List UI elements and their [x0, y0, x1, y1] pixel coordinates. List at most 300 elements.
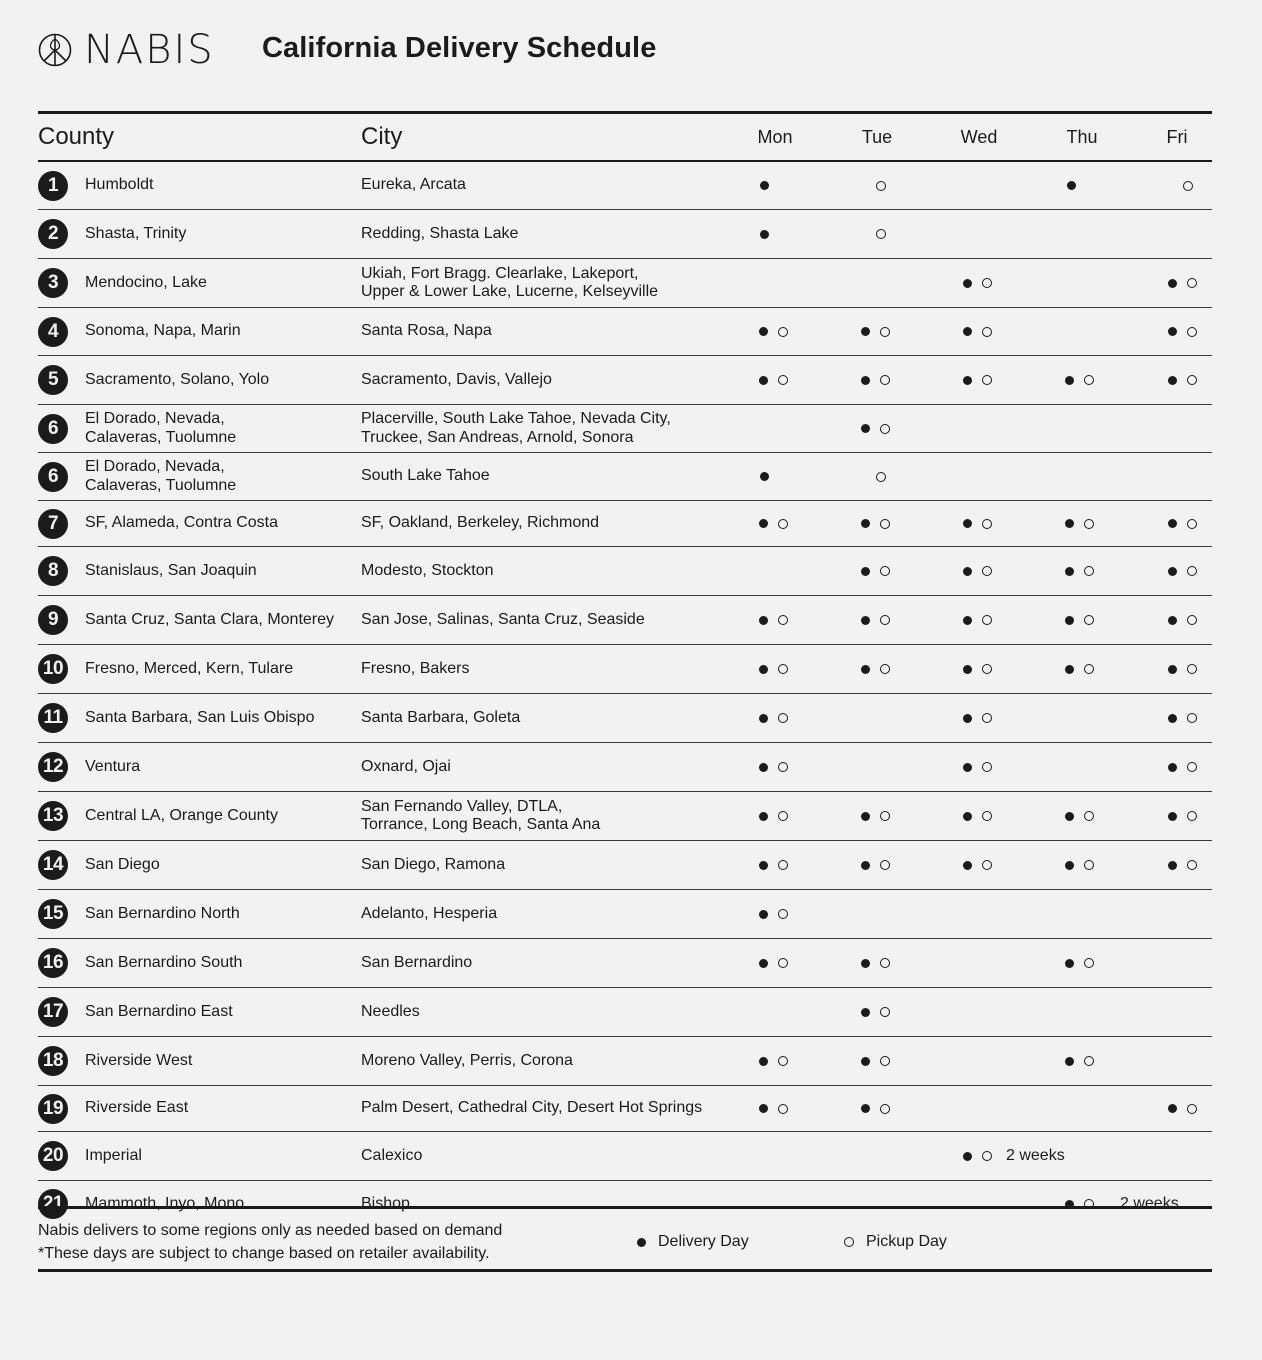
delivery-dot-icon — [861, 376, 870, 385]
delivery-dot-icon — [1065, 616, 1074, 625]
county-line: Santa Cruz, Santa Clara, Monterey — [85, 610, 335, 628]
county-cell — [85, 356, 355, 404]
pickup-dot-icon — [880, 1056, 890, 1066]
delivery-dot-icon — [1168, 616, 1177, 625]
delivery-dot-icon — [963, 812, 972, 821]
schedule-cell-fri — [1168, 274, 1197, 292]
region-number-badge: 12 — [38, 752, 68, 782]
schedule-cell-thu — [1065, 954, 1094, 972]
delivery-dot-icon — [963, 861, 972, 870]
delivery-dot-icon — [760, 181, 769, 190]
schedule-cell-fri — [1168, 856, 1197, 874]
schedule-cell-wed — [963, 371, 992, 389]
city-line: San Diego, Ramona — [361, 855, 506, 873]
pickup-dot-icon — [880, 664, 890, 674]
delivery-dot-icon — [861, 616, 870, 625]
delivery-dot-icon — [759, 1057, 768, 1066]
delivery-dot-icon — [963, 279, 972, 288]
city-cell — [361, 356, 741, 404]
schedule-cell-tue — [861, 807, 890, 825]
schedule-cell-tue — [876, 177, 886, 195]
city-line: Needles — [361, 1002, 420, 1020]
delivery-dot-icon — [963, 327, 972, 336]
pickup-dot-icon — [982, 664, 992, 674]
county-line: Calaveras, Tuolumne — [85, 428, 237, 446]
schedule-cell-mon — [759, 856, 788, 874]
county-line: Imperial — [85, 1146, 142, 1164]
county-cell — [85, 1086, 355, 1131]
city-line: SF, Oakland, Berkeley, Richmond — [361, 514, 600, 532]
pickup-dot-icon — [1084, 615, 1094, 625]
county-line: Mendocino, Lake — [85, 273, 207, 291]
pickup-dot-icon — [1084, 566, 1094, 576]
county-cell — [85, 890, 355, 938]
schedule-cell-tue — [861, 954, 890, 972]
delivery-dot-icon — [759, 812, 768, 821]
schedule-cell-mon — [759, 660, 788, 678]
county-cell — [85, 988, 355, 1036]
city-line: Fresno, Bakers — [361, 659, 470, 677]
delivery-dot-icon — [759, 665, 768, 674]
schedule-cell-mon — [759, 323, 788, 341]
schedule-cell-mon — [759, 515, 788, 533]
city-cell — [361, 1086, 741, 1131]
schedule-cell-thu — [1065, 611, 1094, 629]
schedule-cell-mon — [759, 709, 788, 727]
schedule-cell-wed — [963, 274, 992, 292]
pickup-dot-icon — [982, 278, 992, 288]
city-line: Santa Barbara, Goleta — [361, 708, 521, 726]
delivery-dot-icon — [759, 519, 768, 528]
schedule-cell-fri — [1183, 177, 1193, 195]
delivery-dot-icon — [1168, 376, 1177, 385]
county-cell — [85, 210, 355, 258]
delivery-dot-icon — [760, 472, 769, 481]
delivery-dot-icon — [1065, 665, 1074, 674]
pickup-dot-icon — [880, 811, 890, 821]
schedule-cell-tue — [861, 323, 890, 341]
city-line: Ukiah, Fort Bragg. Clearlake, Lakeport, — [361, 264, 639, 282]
delivery-dot-icon — [1168, 665, 1177, 674]
pickup-dot-icon — [880, 375, 890, 385]
pickup-dot-icon — [880, 424, 890, 434]
legend-pickup — [844, 1233, 947, 1251]
delivery-dot-icon — [1168, 1104, 1177, 1113]
schedule-cell-tue — [861, 562, 890, 580]
schedule-cell-mon — [759, 905, 788, 923]
delivery-dot-icon — [861, 567, 870, 576]
pickup-dot-icon — [778, 664, 788, 674]
schedule-cell-mon — [759, 1100, 788, 1118]
county-cell — [85, 405, 355, 452]
delivery-dot-icon — [861, 861, 870, 870]
city-line: San Jose, Salinas, Santa Cruz, Seaside — [361, 610, 645, 628]
pickup-dot-icon — [778, 958, 788, 968]
pickup-dot-icon — [778, 713, 788, 723]
pickup-dot-icon — [778, 909, 788, 919]
schedule-cell-wed — [963, 709, 992, 727]
table-row — [38, 939, 1212, 988]
county-line: Stanislaus, San Joaquin — [85, 561, 257, 579]
pickup-dot-icon — [778, 375, 788, 385]
delivery-dot-icon — [1168, 519, 1177, 528]
schedule-cell-fri — [1168, 371, 1197, 389]
pickup-dot-icon — [1084, 811, 1094, 821]
demand-note: Nabis delivers to some regions only as needed based on demand — [38, 1222, 503, 1239]
table-body — [38, 162, 1212, 1227]
region-number-badge: 10 — [38, 654, 68, 684]
city-cell — [361, 792, 741, 840]
city-line: Santa Rosa, Napa — [361, 322, 492, 340]
delivery-dot-icon — [1168, 714, 1177, 723]
pickup-dot-icon — [1183, 181, 1193, 191]
schedule-cell-fri — [1168, 562, 1197, 580]
city-line: Upper & Lower Lake, Lucerne, Kelseyville — [361, 283, 659, 300]
city-cell — [361, 694, 741, 742]
schedule-cell-wed — [963, 807, 992, 825]
table-row — [38, 743, 1212, 792]
city-line: Bishop — [361, 1194, 410, 1212]
city-cell — [361, 501, 741, 546]
pickup-dot-icon — [982, 327, 992, 337]
schedule-cell-mon — [760, 468, 769, 486]
pickup-dot-icon — [778, 615, 788, 625]
schedule-cell-thu — [1065, 515, 1094, 533]
county-cell — [85, 308, 355, 355]
table-row — [38, 210, 1212, 259]
delivery-dot-icon — [1065, 1057, 1074, 1066]
city-line: Moreno Valley, Perris, Corona — [361, 1051, 573, 1069]
city-line: Palm Desert, Cathedral City, Desert Hot Springs — [361, 1099, 703, 1117]
county-cell — [85, 596, 355, 644]
delivery-dot-icon — [963, 1152, 972, 1161]
pickup-dot-icon — [778, 1104, 788, 1114]
delivery-dot-icon — [1168, 327, 1177, 336]
city-line: Oxnard, Ojai — [361, 757, 451, 775]
region-number-badge: 4 — [38, 317, 68, 347]
schedule-cell-wed — [963, 562, 992, 580]
pickup-dot-icon — [778, 762, 788, 772]
pickup-dot-icon — [1187, 519, 1197, 529]
region-number-badge: 17 — [38, 997, 68, 1027]
delivery-dot-icon — [759, 763, 768, 772]
pickup-dot-icon — [1187, 1104, 1197, 1114]
city-line: Modesto, Stockton — [361, 561, 494, 579]
frequency-note: 2 weeks — [1120, 1195, 1179, 1212]
delivery-dot-icon — [861, 327, 870, 336]
pickup-dot-icon — [982, 519, 992, 529]
region-number-badge: 6 — [38, 462, 68, 492]
table-row — [38, 453, 1212, 501]
table-row — [38, 1037, 1212, 1086]
schedule-cell-tue — [861, 611, 890, 629]
county-cell — [85, 259, 355, 307]
schedule-cell-mon — [759, 954, 788, 972]
city-line: Torrance, Long Beach, Santa Ana — [361, 816, 601, 833]
city-line: South Lake Tahoe — [361, 467, 490, 485]
schedule-cell-mon — [759, 611, 788, 629]
pickup-dot-icon — [1187, 375, 1197, 385]
legend-pickup-label: Pickup Day — [866, 1233, 947, 1250]
delivery-dot-icon — [861, 1104, 870, 1113]
schedule-cell-tue — [876, 225, 886, 243]
pickup-dot-icon — [1187, 762, 1197, 772]
schedule-cell-thu — [1065, 856, 1094, 874]
city-cell — [361, 645, 741, 693]
table-row — [38, 988, 1212, 1037]
delivery-dot-icon — [759, 327, 768, 336]
county-line: Sacramento, Solano, Yolo — [85, 370, 270, 388]
delivery-dot-icon — [861, 812, 870, 821]
region-number-badge: 9 — [38, 605, 68, 635]
city-line: Calexico — [361, 1146, 423, 1164]
pickup-dot-icon — [982, 811, 992, 821]
city-cell — [361, 259, 741, 307]
delivery-dot-icon — [861, 959, 870, 968]
delivery-dot-icon — [1168, 861, 1177, 870]
pickup-dot-icon — [1187, 713, 1197, 723]
pickup-dot-icon — [1084, 958, 1094, 968]
pickup-dot-icon — [880, 327, 890, 337]
schedule-cell-mon — [759, 371, 788, 389]
footer — [38, 1206, 1212, 1272]
pickup-dot-icon — [982, 566, 992, 576]
county-cell — [85, 1037, 355, 1085]
city-cell — [361, 162, 741, 209]
pickup-dot-icon — [880, 519, 890, 529]
county-line: Riverside West — [85, 1051, 193, 1069]
schedule-cell-tue — [861, 660, 890, 678]
county-line: Shasta, Trinity — [85, 224, 187, 242]
region-number-badge: 18 — [38, 1046, 68, 1076]
city-cell — [361, 988, 741, 1036]
table-row — [38, 841, 1212, 890]
city-line: Redding, Shasta Lake — [361, 224, 519, 242]
schedule-cell-tue — [861, 515, 890, 533]
column-header-fri: Fri — [1166, 126, 1188, 147]
schedule-cell-tue — [861, 371, 890, 389]
schedule-cell-wed — [963, 660, 992, 678]
city-cell — [361, 596, 741, 644]
page-header — [38, 28, 1212, 72]
delivery-dot-icon — [1065, 519, 1074, 528]
city-cell — [361, 547, 741, 595]
county-cell — [85, 939, 355, 987]
city-cell — [361, 890, 741, 938]
region-number-badge: 16 — [38, 948, 68, 978]
schedule-cell-tue — [861, 420, 890, 438]
schedule-cell-fri — [1168, 1100, 1197, 1118]
schedule-cell-mon — [759, 1052, 788, 1070]
pickup-dot-icon — [1084, 519, 1094, 529]
table-row — [38, 162, 1212, 210]
delivery-dot-icon — [1168, 567, 1177, 576]
hollow-dot-icon — [844, 1237, 854, 1247]
peace-leaf-icon — [38, 33, 72, 67]
county-line: San Bernardino South — [85, 953, 243, 971]
county-cell — [85, 743, 355, 791]
county-line: Calaveras, Tuolumne — [85, 476, 237, 494]
delivery-dot-icon — [1065, 861, 1074, 870]
pickup-dot-icon — [982, 615, 992, 625]
city-line: San Fernando Valley, DTLA, — [361, 797, 563, 815]
pickup-dot-icon — [982, 375, 992, 385]
region-number-badge: 8 — [38, 556, 68, 586]
pickup-dot-icon — [982, 860, 992, 870]
region-number-badge: 20 — [38, 1141, 68, 1171]
delivery-dot-icon — [759, 376, 768, 385]
county-line: Santa Barbara, San Luis Obispo — [85, 708, 315, 726]
schedule-cell-mon — [760, 177, 769, 195]
pickup-dot-icon — [1084, 375, 1094, 385]
pickup-dot-icon — [876, 472, 886, 482]
delivery-dot-icon — [760, 230, 769, 239]
city-cell — [361, 743, 741, 791]
delivery-dot-icon — [1065, 959, 1074, 968]
pickup-dot-icon — [880, 958, 890, 968]
legend-delivery-label: Delivery Day — [658, 1233, 749, 1250]
city-cell — [361, 453, 741, 500]
county-line: Mammoth, Inyo, Mono — [85, 1194, 245, 1212]
delivery-dot-icon — [1065, 567, 1074, 576]
schedule-cell-tue — [876, 468, 886, 486]
pickup-dot-icon — [880, 1007, 890, 1017]
county-line: San Bernardino East — [85, 1002, 233, 1020]
pickup-dot-icon — [1187, 811, 1197, 821]
table-row — [38, 356, 1212, 405]
delivery-dot-icon — [861, 1008, 870, 1017]
city-cell — [361, 1132, 741, 1180]
table-row — [38, 890, 1212, 939]
pickup-dot-icon — [1084, 1056, 1094, 1066]
county-cell — [85, 453, 355, 500]
region-number-badge: 14 — [38, 850, 68, 880]
schedule-cell-wed — [963, 758, 992, 776]
schedule-cell-thu — [1065, 1052, 1094, 1070]
table-row — [38, 596, 1212, 645]
city-cell — [361, 939, 741, 987]
county-line: Ventura — [85, 757, 141, 775]
delivery-dot-icon — [963, 376, 972, 385]
table-row — [38, 547, 1212, 596]
pickup-dot-icon — [1187, 327, 1197, 337]
county-line: Fresno, Merced, Kern, Tulare — [85, 659, 294, 677]
pickup-dot-icon — [778, 519, 788, 529]
schedule-cell-fri — [1168, 660, 1197, 678]
city-line: Sacramento, Davis, Vallejo — [361, 370, 552, 388]
region-number-badge: 2 — [38, 219, 68, 249]
region-number-badge: 15 — [38, 899, 68, 929]
region-number-badge: 5 — [38, 365, 68, 395]
table-row — [38, 694, 1212, 743]
schedule-cell-wed — [963, 515, 992, 533]
region-number-badge: 7 — [38, 509, 68, 539]
column-header-thu: Thu — [1066, 126, 1098, 147]
pickup-dot-icon — [1187, 860, 1197, 870]
county-cell — [85, 645, 355, 693]
nabis-logo — [38, 28, 215, 72]
schedule-cell-tue — [861, 1100, 890, 1118]
city-line: Truckee, San Andreas, Arnold, Sonora — [361, 428, 634, 446]
county-line: El Dorado, Nevada, — [85, 410, 225, 427]
column-header-tue: Tue — [861, 126, 893, 147]
schedule-cell-wed — [963, 323, 992, 341]
region-number-badge: 19 — [38, 1094, 68, 1124]
schedule-cell-mon — [759, 758, 788, 776]
pickup-dot-icon — [778, 1056, 788, 1066]
table-header — [38, 114, 1212, 162]
delivery-dot-icon — [861, 665, 870, 674]
county-line: El Dorado, Nevada, — [85, 458, 225, 475]
table-row — [38, 308, 1212, 356]
delivery-dot-icon — [1067, 181, 1076, 190]
county-cell — [85, 792, 355, 840]
availability-note: *These days are subject to change based on retailer availability. — [38, 1245, 490, 1262]
county-cell — [85, 162, 355, 209]
region-number-badge: 6 — [38, 414, 68, 444]
column-header-mon: Mon — [757, 126, 793, 147]
schedule-cell-tue — [861, 856, 890, 874]
delivery-dot-icon — [861, 519, 870, 528]
delivery-dot-icon — [759, 1104, 768, 1113]
schedule-cell-thu — [1065, 371, 1094, 389]
legend-delivery — [637, 1233, 749, 1251]
schedule-cell-tue — [861, 1003, 890, 1021]
pickup-dot-icon — [982, 713, 992, 723]
delivery-dot-icon — [1065, 376, 1074, 385]
delivery-dot-icon — [1168, 763, 1177, 772]
table-row — [38, 259, 1212, 308]
city-cell — [361, 405, 741, 452]
schedule-cell-fri — [1168, 758, 1197, 776]
pickup-dot-icon — [876, 181, 886, 191]
county-line: Sonoma, Napa, Marin — [85, 322, 241, 340]
pickup-dot-icon — [778, 327, 788, 337]
region-number-badge: 21 — [38, 1189, 68, 1219]
county-line: SF, Alameda, Contra Costa — [85, 514, 278, 532]
county-cell — [85, 694, 355, 742]
delivery-dot-icon — [963, 665, 972, 674]
county-line: San Diego — [85, 855, 160, 873]
region-number-badge: 11 — [38, 703, 68, 733]
delivery-dot-icon — [861, 1057, 870, 1066]
county-line: Central LA, Orange County — [85, 806, 278, 824]
schedule-cell-fri — [1168, 323, 1197, 341]
column-header-city: City — [361, 123, 403, 150]
city-line: Placerville, South Lake Tahoe, Nevada City, — [361, 410, 671, 427]
schedule-cell-thu — [1067, 177, 1076, 195]
county-cell — [85, 547, 355, 595]
county-cell — [85, 501, 355, 546]
delivery-dot-icon — [759, 861, 768, 870]
delivery-dot-icon — [1168, 279, 1177, 288]
region-number-badge: 1 — [38, 171, 68, 201]
pickup-dot-icon — [778, 860, 788, 870]
city-cell — [361, 841, 741, 889]
pickup-dot-icon — [880, 860, 890, 870]
delivery-dot-icon — [963, 714, 972, 723]
city-line: Eureka, Arcata — [361, 176, 466, 194]
schedule-cell-thu — [1065, 807, 1094, 825]
schedule-cell-tue — [861, 1052, 890, 1070]
county-cell — [85, 841, 355, 889]
schedule-cell-fri — [1168, 807, 1197, 825]
delivery-dot-icon — [1065, 812, 1074, 821]
region-number-badge: 13 — [38, 801, 68, 831]
table-row — [38, 1132, 1212, 1181]
region-number-badge: 3 — [38, 268, 68, 298]
pickup-dot-icon — [982, 762, 992, 772]
